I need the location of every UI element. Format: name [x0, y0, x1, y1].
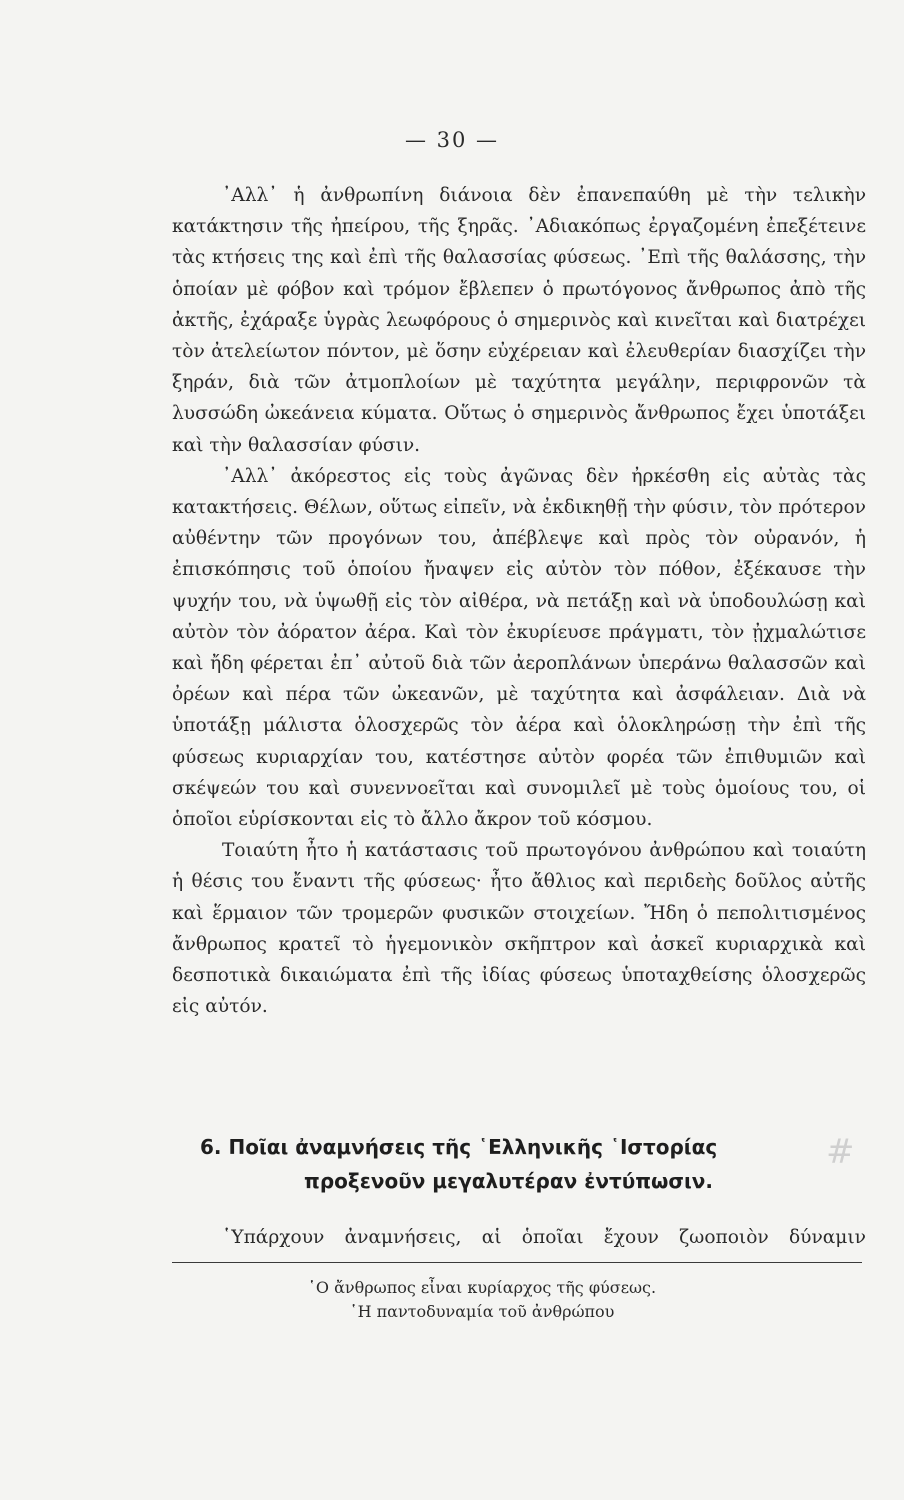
section-heading-line-2: προξενοῦν μεγαλυτέραν ἐντύπωσιν.	[304, 1169, 714, 1193]
page-number: — 30 —	[404, 128, 500, 152]
footer-line-2: ῾Η παντοδυναμία τοῦ ἀνθρώπου	[349, 1302, 615, 1321]
footer-line-1: ῾Ο ἄνθρωπος εἶναι κυρίαρχος τῆς φύσεως.	[307, 1278, 657, 1297]
page-footer	[0, 1276, 904, 1324]
margin-mark: #	[826, 1132, 855, 1172]
paragraph-3: Τοιαύτη ἦτο ἡ κατάστασις τοῦ πρωτογόνου ἀνθρώπου καὶ τοιαύτη ἡ θέσις του ἔναντι τῆς φύσεως· ἦτο ἄθλιος καὶ περιδεὴς δοῦλος αὐτῆς καὶ ἕρμαιον τῶν τρομερῶν φυσικῶν στοιχείων. Ἤδη ὁ πεπολιτισμένος ἄνθρωπος κρατεῖ τὸ ἡγεμονικὸν σκῆπτρον καὶ ἀσκεῖ κυριαρχικὰ καὶ δεσποτικὰ δικαιώματα ἐπὶ τῆς ἰδίας φύσεως ὑποταχθείσης ὁλοσχερῶς εἰς αὐτόν.	[172, 840, 866, 1018]
paragraph-1: ᾿Αλλ᾿ ἡ ἀνθρωπίνη διάνοια δὲν ἐπανεπαύθη μὲ τὴν τελικὴν κατάκτησιν τῆς ἠπείρου, τῆς ξηρᾶς. ᾿Αδιακόπως ἐργαζομένη ἐπεξέτεινε τὰς κτήσεις της καὶ ἐπὶ τῆς θαλασσίας φύσεως. ᾿Επὶ τῆς θαλάσσης, τὴν ὁποίαν μὲ φόβον καὶ τρόμον ἔβλεπεν ὁ πρωτόγονος ἄνθρωπος ἀπὸ τῆς ἀκτῆς, ἐχάραξε ὑγρὰς λεωφόρους ὁ σημερινὸς καὶ κινεῖται καὶ διατρέχει τὸν ἀτελείωτον πόντον, μὲ ὅσην εὐχέρειαν καὶ ἐλευθερίαν διασχίζει τὴν ξηράν, διὰ τῶν ἀτμοπλοίων μὲ ταχύτητα μεγάλην, περιφρονῶν τὰ λυσσώδη ὠκεάνεια κύματα. Οὕτως ὁ σημερινὸς ἄνθρωπος ἔχει ὑποτάξει καὶ τὴν θαλασσίαν φύσιν.	[172, 185, 866, 456]
paragraph-4-start: ῾Υπάρχουν ἀναμνήσεις, αἱ ὁποῖαι ἔχουν ζωοποιὸν δύναμιν	[222, 1227, 866, 1248]
section-heading-line-1: 6. Ποῖαι ἀναμνήσεις τῆς ῾Ελληνικῆς ῾Ιστορίας	[200, 1135, 718, 1159]
section-heading	[200, 1130, 860, 1198]
body-text	[172, 180, 866, 1022]
footnote-divider	[172, 1262, 862, 1263]
paragraph-2: ᾿Αλλ᾿ ἀκόρεστος εἰς τοὺς ἀγῶνας δὲν ἠρκέσθη εἰς αὐτὰς τὰς κατακτήσεις. Θέλων, οὕτως εἰπεῖν, νὰ ἐκδικηθῇ τὴν φύσιν, τὸν πρότερον αὐθέντην τῶν προγόνων του, ἀπέβλεψε καὶ πρὸς τὸν οὐρανόν, ἡ ἐπισκόπησις τοῦ ὁποίου ἤναψεν εἰς αὐτὸν τὸν πόθον, ἐξέκαυσε τὴν ψυχήν του, νὰ ὑψωθῇ εἰς τὸν αἰθέρα, νὰ πετάξῃ καὶ νὰ ὑποδουλώσῃ καὶ αὐτὸν τὸν ἀόρατον ἀέρα. Καὶ τὸν ἐκυρίευσε πράγματι, τὸν ᾐχμαλώτισε καὶ ἤδη φέρεται ἐπ᾿ αὐτοῦ διὰ τῶν ἀεροπλάνων ὑπεράνω θαλασσῶν καὶ ὀρέων καὶ πέρα τῶν ὠκεανῶν, μὲ ταχύτητα καὶ ἀσφάλειαν. Διὰ νὰ ὑποτάξῃ μάλιστα ὁλοσχερῶς τὸν ἀέρα καὶ ὁλοκληρώσῃ τὴν ἐπὶ τῆς φύσεως κυριαρχίαν του, κατέστησε αὐτὸν φορέα τῶν ἐπιθυμιῶν καὶ σκέψεών του καὶ συνεννοεῖται καὶ συνομιλεῖ μὲ τοὺς ὁμοίους του, οἱ ὁποῖοι εὑρίσκονται εἰς τὸ ἄλλο ἄκρον τοῦ κόσμου.	[172, 465, 866, 831]
